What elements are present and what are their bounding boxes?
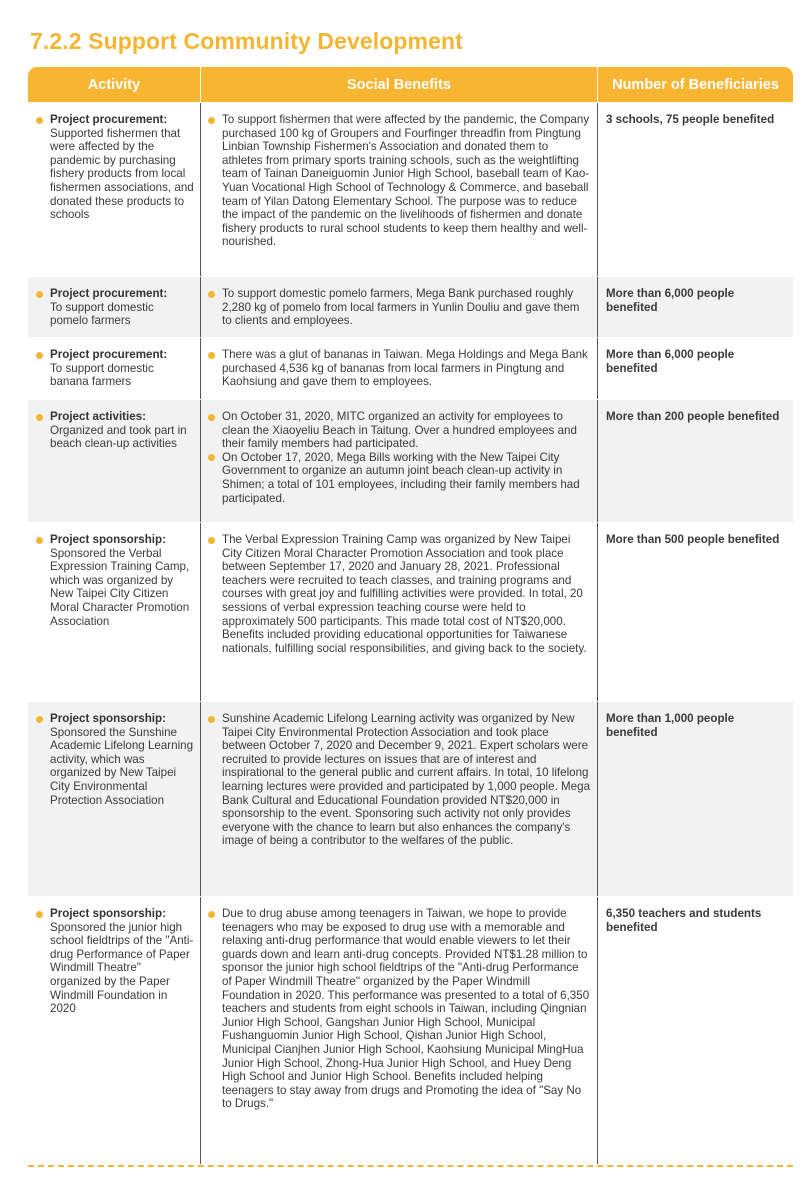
bullet-icon [208, 537, 215, 544]
activity-text: Sponsored the junior high school fieldtrips of the "Anti-drug Performance of Paper Windmill Theatre" organized by the Paper Windmill Foundation in 2020 [50, 920, 194, 1016]
community-development-table [28, 67, 793, 1164]
bullet-icon [208, 117, 215, 124]
beneficiaries-cell: More than 6,000 people benefited [606, 348, 735, 375]
header-activity: Activity [87, 76, 141, 93]
table-row [28, 337, 793, 399]
bullet-icon [36, 537, 43, 544]
bullet-icon [36, 414, 43, 421]
table-row [28, 701, 793, 896]
activity-text: Sponsored the Verbal Expression Training Camp, which was organized by New Taipei City Citizen Moral Character Promotion Association [50, 546, 190, 628]
header-beneficiaries: Number of Beneficiaries [612, 76, 779, 93]
activity-text: Organized and took part in beach clean-up activities [50, 423, 187, 451]
benefits-cell [200, 702, 598, 896]
benefits-cell [200, 400, 598, 522]
beneficiaries-cell: More than 1,000 people benefited [606, 712, 735, 739]
activity-cell [28, 702, 200, 896]
section-title: 7.2.2 Support Community Development [30, 28, 463, 54]
bullet-icon [36, 117, 43, 124]
table-bottom-divider [28, 1165, 793, 1167]
table-row [28, 522, 793, 701]
beneficiaries-cell: More than 6,000 people benefited [606, 287, 735, 314]
activity-head: Project sponsorship: [50, 907, 166, 920]
benefits-cell [200, 277, 598, 337]
activity-cell [28, 523, 200, 701]
activity-cell [28, 103, 200, 276]
activity-cell [28, 277, 200, 337]
bullet-icon [208, 291, 215, 298]
activity-head: Project procurement: [50, 348, 168, 361]
benefit-text: There was a glut of bananas in Taiwan. Mega Holdings and Mega Bank purchased 4,536 kg of bananas from local farmers in Pingtung and Kaohsiung and gave them to employees. [222, 348, 588, 389]
activity-text: To support domestic banana farmers [50, 361, 154, 389]
benefit-text: To support domestic pomelo farmers, Mega Bank purchased roughly 2,280 kg of pomelo from local farmers in Yunlin Douliu and gave them to clients and employees. [222, 287, 580, 328]
activity-text: Supported fishermen that were affected by the pandemic by purchasing fishery products from local fishermen associations, and donated these products to schools [50, 126, 194, 222]
benefit-text: Due to drug abuse among teenagers in Taiwan, we hope to provide teenagers who may be exposed to drug use with a memorable and relaxing anti-drug performance that would enable viewers to let their guards down and learn anti-drug concepts. Provided NT$1.28 million to sponsor the junior high school fieldtrips of the "Anti-drug Performance of Paper Windmill Theatre" organized by the Paper Windmill Foundation in 2020. This performance was presented to a total of 6,350 teachers and students from eight schools in Taiwan, including Qingnian Junior High School, Gangshan Junior High School, Municipal Fushanguomin Junior High School, Qishan Junior High School, Municipal Cianjhen Junior High School, Kaohsiung Municipal MingHua Junior High School, Zhong-Hua Junior High School, and Huey Deng High School and Junior High School. Benefits included helping teenagers to stay away from drugs and Promoting the idea of "Say No to Drugs." [222, 907, 590, 1111]
beneficiaries-cell: More than 500 people benefited [606, 533, 780, 546]
bullet-icon [208, 911, 215, 918]
activity-text: To support domestic pomelo farmers [50, 300, 154, 328]
bullet-icon [36, 352, 43, 359]
benefits-cell [200, 897, 598, 1164]
benefit-text: Sunshine Academic Lifelong Learning activity was organized by New Taipei City Environmental Protection Association and took place between October 7, 2020 and December 9, 2021. Expert scholars were recruited to provide lectures on issues that are of interest and inspirational to the general public and current affairs. In total, 10 lifelong learning lectures were provided and participated by 1,000 people. Mega Bank Cultural and Educational Foundation provided NT$20,000 in sponsorship to the event. Sponsoring such activity not only provides everyone with the chance to learn but also enhances the company's image of being a contributor to the welfares of the public. [222, 712, 591, 848]
bullet-icon [208, 454, 215, 461]
bullet-icon [208, 716, 215, 723]
table-row [28, 102, 793, 276]
beneficiaries-cell: 3 schools, 75 people benefited [606, 113, 775, 126]
bullet-icon [208, 352, 215, 359]
beneficiaries-cell: More than 200 people benefited [606, 410, 780, 423]
bullet-icon [36, 911, 43, 918]
bullet-icon [208, 414, 215, 421]
benefits-cell [200, 338, 598, 399]
activity-head: Project sponsorship: [50, 533, 166, 546]
activity-head: Project procurement: [50, 113, 168, 126]
table-row [28, 276, 793, 337]
benefit-text: On October 31, 2020, MITC organized an activity for employees to clean the Xiaoyeliu Beach in Taitung. Over a hundred employees and their family members had participated. [222, 410, 577, 451]
table-row [28, 896, 793, 1164]
benefit-text: To support fishermen that were affected by the pandemic, the Company purchased 100 kg of Groupers and Fourfinger threadfin from Pingtung Linbian Township Fishermen's Association and donated them to athletes from primary sports training schools, such as the weightlifting team of Tainan Daneiguomin Junior High School, baseball team of Kao-Yuan Vocational High School of Technology & Commerce, and baseball team of Yilan Datong Elementary School. The purpose was to reduce the impact of the pandemic on the livelihoods of fishermen and donate fishery products to rural school students to keep them healthy and well-nourished. [222, 113, 590, 249]
activity-text: Sponsored the Sunshine Academic Lifelong Learning activity, which was organized by New Taipei City Environmental Protection Association [50, 725, 194, 807]
benefits-cell [200, 103, 598, 276]
benefit-text: On October 17, 2020, Mega Bills working with the New Taipei City Government to organize an autumn joint beach clean-up activity in Shimen; a total of 101 employees, including their family members had participated. [222, 450, 580, 505]
bullet-icon [36, 716, 43, 723]
activity-cell [28, 897, 200, 1164]
activity-head: Project sponsorship: [50, 712, 166, 725]
activity-cell [28, 400, 200, 522]
benefits-cell [200, 523, 598, 701]
table-header [28, 67, 793, 102]
beneficiaries-cell: 6,350 teachers and students benefited [606, 907, 762, 934]
activity-cell [28, 338, 200, 399]
activity-head: Project procurement: [50, 287, 168, 300]
header-social-benefits: Social Benefits [200, 67, 598, 102]
benefit-text: The Verbal Expression Training Camp was organized by New Taipei City Citizen Moral Character Promotion Association and took place between September 17, 2020 and January 28, 2021. Professional teachers were recruited to teach classes, and training programs and courses with great joy and fulfilling activities were provided. In total, 20 sessions of verbal expression teaching course were held to approximately 500 participants. This made total cost of NT$20,000. Benefits included providing educational opportunities for Taiwanese nationals, fulfilling social responsibilities, and giving back to the society. [222, 533, 587, 655]
table-row [28, 399, 793, 522]
activity-head: Project activities: [50, 410, 147, 423]
bullet-icon [36, 291, 43, 298]
